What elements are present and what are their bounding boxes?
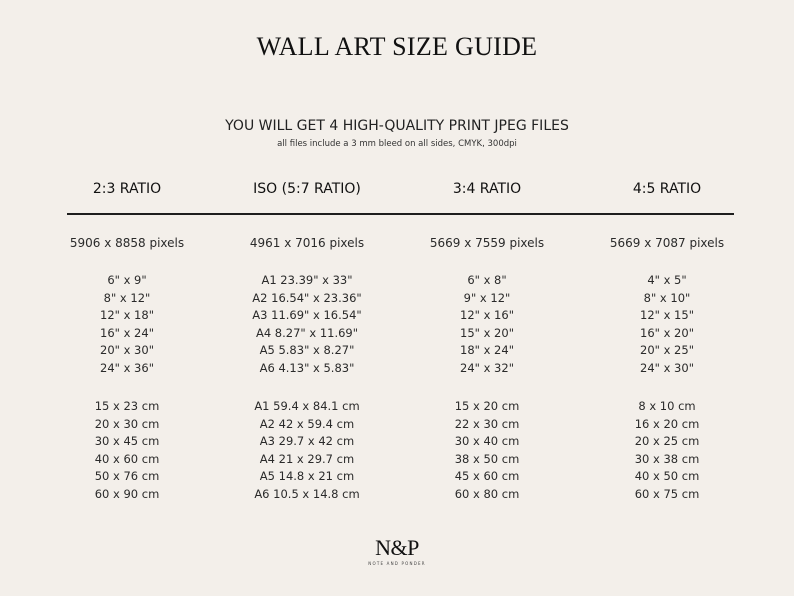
cm-size: A2 42 x 59.4 cm	[259, 416, 355, 431]
inch-sizes-list	[27, 272, 227, 378]
files-subtitle: YOU WILL GET 4 HIGH-QUALITY PRINT JPEG FILES	[225, 118, 569, 134]
cm-size: 15 x 20 cm	[454, 399, 520, 413]
ratio-column-iso	[207, 180, 407, 501]
ratio-column-4-5	[567, 180, 767, 501]
column-header: 2:3 RATIO	[92, 181, 162, 197]
inch-size: 12" x 15"	[640, 308, 694, 323]
inch-size: A1 23.39" x 33"	[261, 273, 353, 287]
inch-sizes-list	[207, 272, 407, 378]
column-header: ISO (5:7 RATIO)	[253, 181, 361, 197]
pixel-dimensions: 5906 x 8858 pixels	[69, 236, 185, 250]
inch-size: 20" x 25"	[640, 343, 694, 358]
cm-size: A4 21 x 29.7 cm	[259, 451, 355, 466]
inch-sizes-list	[387, 272, 587, 378]
logo-tagline: NOTE AND PONDER	[368, 561, 426, 566]
ratio-column-2-3	[27, 180, 227, 501]
files-note: all files include a 3 mm bleed on all sides, CMYK, 300dpi	[277, 139, 517, 149]
inch-size: A2 16.54" x 23.36"	[252, 290, 362, 305]
cm-sizes-list	[27, 398, 227, 504]
page-title: WALL ART SIZE GUIDE	[256, 32, 538, 61]
column-header: 3:4 RATIO	[452, 181, 522, 197]
ratio-column-3-4	[387, 180, 587, 501]
cm-sizes-list	[387, 398, 587, 504]
header-divider	[67, 213, 734, 215]
cm-size: 20 x 30 cm	[94, 416, 160, 431]
inch-size: A3 11.69" x 16.54"	[252, 308, 362, 323]
cm-size: 30 x 45 cm	[94, 434, 160, 449]
cm-size: 60 x 75 cm	[634, 486, 700, 501]
inch-size: 16" x 20"	[640, 325, 694, 340]
inch-size: 18" x 24"	[460, 343, 514, 358]
cm-size: A3 29.7 x 42 cm	[259, 434, 355, 449]
cm-size: A1 59.4 x 84.1 cm	[254, 399, 360, 413]
cm-sizes-list	[567, 398, 767, 504]
column-header: 4:5 RATIO	[632, 181, 702, 197]
inch-size: A4 8.27" x 11.69"	[255, 325, 359, 340]
cm-size: 22 x 30 cm	[454, 416, 520, 431]
inch-size: A6 4.13" x 5.83"	[259, 360, 355, 375]
cm-size: 8 x 10 cm	[638, 399, 696, 413]
cm-size: 20 x 25 cm	[634, 434, 700, 449]
inch-size: 12" x 16"	[460, 308, 514, 323]
inch-size: A5 5.83" x 8.27"	[259, 343, 355, 358]
inch-size: 20" x 30"	[100, 343, 154, 358]
cm-size: A5 14.8 x 21 cm	[259, 469, 355, 484]
inch-size: 8" x 12"	[103, 290, 151, 305]
cm-size: 60 x 80 cm	[454, 486, 520, 501]
cm-size: 15 x 23 cm	[94, 399, 160, 413]
inch-size: 16" x 24"	[100, 325, 154, 340]
inch-size: 4" x 5"	[647, 273, 687, 287]
cm-size: 50 x 76 cm	[94, 469, 160, 484]
logo-mark: N&P	[375, 535, 419, 560]
pixel-dimensions: 5669 x 7559 pixels	[429, 236, 545, 250]
cm-size: 60 x 90 cm	[94, 486, 160, 501]
cm-size: 38 x 50 cm	[454, 451, 520, 466]
inch-size: 8" x 10"	[643, 290, 691, 305]
inch-size: 6" x 8"	[467, 273, 507, 287]
cm-size: 40 x 60 cm	[94, 451, 160, 466]
inch-size: 24" x 32"	[460, 360, 514, 375]
inch-size: 12" x 18"	[100, 308, 154, 323]
inch-size: 24" x 30"	[640, 360, 694, 375]
cm-sizes-list	[207, 398, 407, 504]
cm-size: 40 x 50 cm	[634, 469, 700, 484]
pixel-dimensions: 5669 x 7087 pixels	[609, 236, 725, 250]
cm-size: 16 x 20 cm	[634, 416, 700, 431]
pixel-dimensions: 4961 x 7016 pixels	[249, 236, 365, 250]
cm-size: 30 x 38 cm	[634, 451, 700, 466]
inch-size: 9" x 12"	[463, 290, 511, 305]
cm-size: 30 x 40 cm	[454, 434, 520, 449]
cm-size: 45 x 60 cm	[454, 469, 520, 484]
inch-size: 24" x 36"	[100, 360, 154, 375]
inch-size: 15" x 20"	[460, 325, 514, 340]
inch-size: 6" x 9"	[107, 273, 147, 287]
brand-logo	[0, 536, 794, 566]
cm-size: A6 10.5 x 14.8 cm	[254, 486, 360, 501]
inch-sizes-list	[567, 272, 767, 378]
